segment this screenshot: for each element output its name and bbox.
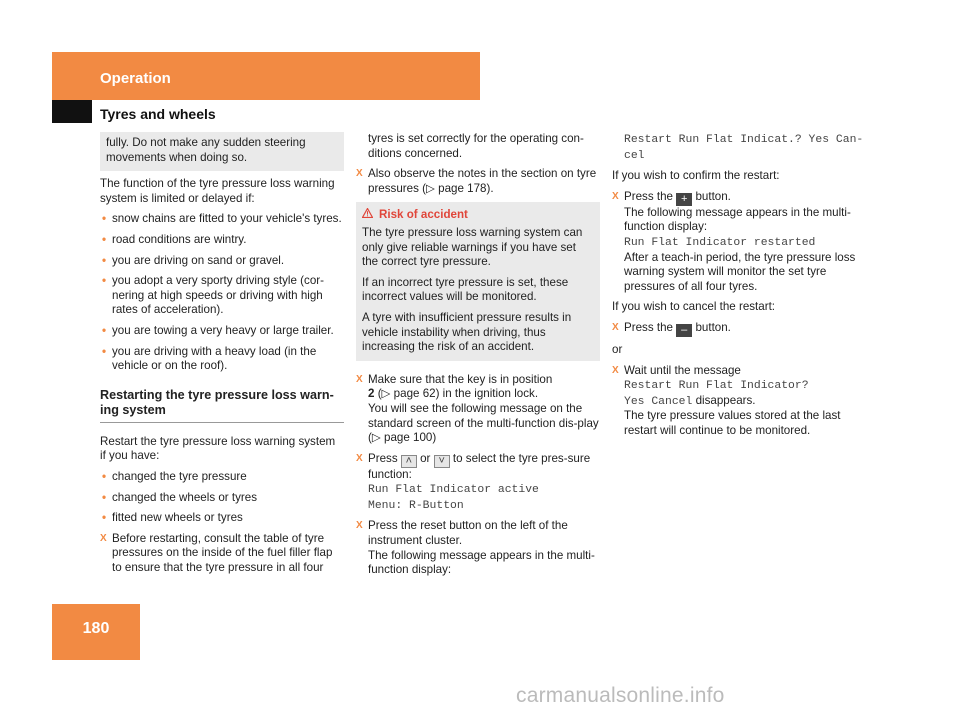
- step-wait: [612, 364, 864, 439]
- step-text: Press the reset button on the left of the instrument cluster.: [368, 519, 568, 548]
- step-confirm: [612, 190, 864, 295]
- display-message: Menu: R-Button: [368, 499, 464, 512]
- step-observe-notes: X Also observe the notes in the section on tyre pressures (▷ page 178).: [356, 167, 600, 196]
- list-item: • road conditions are wintry.: [100, 233, 344, 248]
- step-text: You will see the following message on the standard screen of the multi-function dis-play (▷ page 100): [368, 401, 599, 445]
- step-text: After a teach-in period, the tyre pressure loss warning system will monitor the set tyre pressures of all four tyres.: [624, 250, 856, 293]
- step-text: (▷ page 62) in the ignition lock.: [377, 387, 539, 401]
- step-press-reset: [356, 519, 600, 577]
- step-text: to select the tyre pres-sure function:: [368, 451, 591, 481]
- step-text: Press the: [624, 189, 673, 203]
- header-marker: [52, 100, 92, 123]
- step-cancel: [612, 321, 864, 337]
- plus-button-icon: +: [676, 193, 692, 206]
- display-message: Restart Run Flat Indicator?: [624, 380, 809, 393]
- step-text: The tyre pressure values stored at the last restart will continue to be monitored.: [624, 409, 841, 437]
- list-item: • snow chains are fitted to your vehicle's tyres.: [100, 212, 344, 227]
- step-select-function: [356, 452, 600, 514]
- continued-text: tyres is set correctly for the operating con-ditions concerned.: [368, 132, 584, 160]
- display-message: Run Flat Indicator restarted: [624, 236, 816, 249]
- list-item: • you are towing a very heavy or large trailer.: [100, 324, 344, 339]
- warning-triangle-icon: [362, 208, 373, 223]
- chevron-down-button-icon: ˅: [434, 455, 450, 468]
- list-item: • changed the tyre pressure: [100, 470, 344, 485]
- restart-intro: Restart the tyre pressure loss warning system if you have:: [100, 434, 336, 463]
- column-3: [612, 132, 864, 445]
- step-text: The following message appears in the multi-function display:: [624, 205, 851, 234]
- section-heading: Restarting the tyre pressure loss warn-ing system: [100, 388, 344, 423]
- key-position: 2: [368, 387, 375, 401]
- cancel-intro: If you wish to cancel the restart:: [612, 300, 776, 314]
- page-number-box: [52, 604, 140, 660]
- list-item: • you are driving with a heavy load (in the vehicle or on the roof).: [100, 345, 344, 374]
- display-restart-message: [612, 132, 864, 163]
- column-2: [356, 132, 600, 584]
- watermark: carmanualsonline.info: [516, 684, 725, 707]
- step-key-position: [356, 373, 600, 446]
- section-label: Operation: [100, 70, 171, 87]
- warning-box: [356, 202, 600, 360]
- or-text: or: [612, 342, 623, 356]
- minus-button-icon: ‒: [676, 324, 692, 337]
- list-item: • you adopt a very sporty driving style (cor-nering at high speeds or driving with high rates of acceleration).: [100, 274, 344, 318]
- list-item: • you are driving on sand or gravel.: [100, 254, 344, 269]
- list-item: • changed the wheels or tyres: [100, 491, 344, 506]
- display-message: Yes Cancel: [624, 395, 693, 408]
- step-text: The following message appears in the multi-function display:: [368, 548, 595, 577]
- warning-title: Risk of accident: [379, 208, 468, 222]
- step-text: button.: [695, 320, 731, 334]
- display-message: cel: [624, 149, 645, 162]
- limits-intro: The function of the tyre pressure loss warning system is limited or delayed if:: [100, 177, 335, 205]
- page-number: 180: [82, 620, 110, 637]
- display-message: Run Flat Indicator active: [368, 484, 539, 497]
- warning-text: If an incorrect tyre pressure is set, these incorrect values will be monitored.: [362, 275, 569, 304]
- continued-note-text: fully. Do not make any sudden steering movements when doing so.: [106, 136, 306, 164]
- step-text: Make sure that the key is in position: [368, 372, 553, 386]
- chevron-up-button-icon: ˄: [401, 455, 417, 468]
- page-title: Tyres and wheels: [100, 106, 216, 122]
- step-consult-table: X Before restarting, consult the table of tyre pressures on the inside of the fuel filler flap to ensure that the tyre pressure in all four: [100, 532, 344, 576]
- warning-text: A tyre with insufficient pressure results in vehicle instability when driving, thus increasing the risk of an accident.: [362, 310, 572, 354]
- column-1: [100, 132, 344, 581]
- step-text: or: [420, 451, 431, 465]
- step-text: disappears.: [695, 393, 756, 407]
- step-text: Press: [368, 451, 398, 465]
- step-text: Wait until the message: [624, 363, 741, 377]
- step-text: button.: [695, 189, 731, 203]
- warning-title-row: [362, 208, 594, 223]
- continued-note-box: [100, 132, 344, 171]
- confirm-intro: If you wish to confirm the restart:: [612, 169, 780, 183]
- display-message: Restart Run Flat Indicat.? Yes Can-: [624, 134, 864, 146]
- step-text: Press the: [624, 320, 673, 334]
- warning-text: The tyre pressure loss warning system can only give reliable warnings if you have set the correct tyre pressure.: [362, 225, 583, 269]
- list-item: • fitted new wheels or tyres: [100, 511, 344, 526]
